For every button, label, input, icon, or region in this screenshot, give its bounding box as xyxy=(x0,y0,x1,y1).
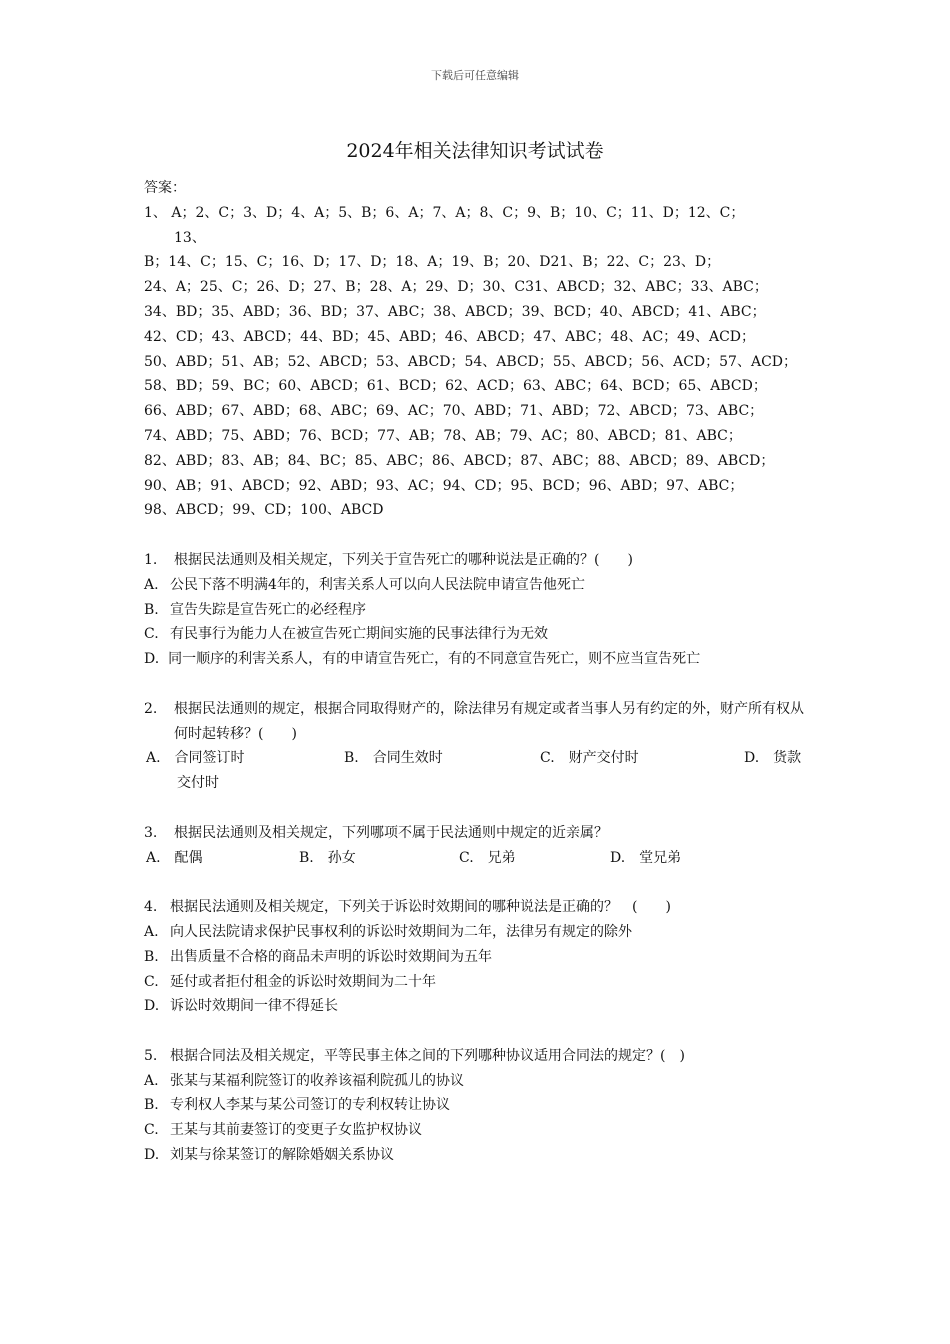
question-4 xyxy=(144,895,812,1019)
option-c: C. 财产交付时 xyxy=(540,750,639,767)
page-title: 2024年相关法律知识考试试卷 xyxy=(346,140,604,162)
option-b: B. 合同生效时 xyxy=(344,750,443,767)
option-label: A. xyxy=(144,576,159,593)
answer-line: 42、CD；43、ABCD；44、BD；45、ABD；46、ABCD；47、ABC；48、AC；49、ACD； xyxy=(144,328,756,345)
answer-line: 82、ABD；83、AB；84、BC；85、ABC；86、ABCD；87、ABC；88、ABCD；89、ABCD； xyxy=(144,452,775,469)
document-body xyxy=(144,176,812,1168)
option-text: 出售质量不合格的商品未声明的诉讼时效期间为五年 xyxy=(170,948,492,965)
option-label: B. xyxy=(144,601,159,618)
option-label: C. xyxy=(144,973,159,990)
option-text: 专利权人李某与某公司签订的专利权转让协议 xyxy=(170,1097,450,1114)
option-text: 延付或者拒付租金的诉讼时效期间为二十年 xyxy=(170,973,436,990)
question-stem xyxy=(144,548,812,573)
option-c xyxy=(144,622,812,647)
option-label: D. xyxy=(144,998,160,1015)
answer-line: 50、ABD；51、AB；52、ABCD；53、ABCD；54、ABCD；55、ABCD；56、ACD；57、ACD； xyxy=(144,353,798,370)
answer-line: 90、AB；91、ABCD；92、ABD；93、AC；94、CD；95、BCD；96、ABD；97、ABC； xyxy=(144,477,744,494)
option-text: 张某与某福利院签订的收养该福利院孤儿的协议 xyxy=(170,1072,464,1089)
question-text: 根据民法通则及相关规定，下列关于宣告死亡的哪种说法是正确的？( ) xyxy=(174,551,633,568)
option-c xyxy=(144,970,812,995)
option-row xyxy=(144,746,812,771)
question-stem xyxy=(144,895,812,920)
option-b: B. 孙女 xyxy=(299,849,356,866)
answer-line: 58、BD；59、BC；60、ABCD；61、BCD；62、ACD；63、ABC；64、BCD；65、ABCD； xyxy=(144,378,767,395)
question-2 xyxy=(144,697,812,796)
option-text: 刘某与徐某签订的解除婚姻关系协议 xyxy=(170,1147,394,1164)
option-text: 诉讼时效期间一律不得延长 xyxy=(170,998,338,1015)
option-text: 同一顺序的利害关系人，有的申请宣告死亡，有的不同意宣告死亡，则不应当宣告死亡 xyxy=(168,651,701,668)
answer-line: 34、BD；35、ABD；36、BD；37、ABC；38、ABCD；39、BCD；40、ABCD；41、ABC； xyxy=(144,303,766,320)
question-text: 根据民法通则及相关规定，下列哪项不属于民法通则中规定的近亲属？ xyxy=(174,824,608,841)
header-note: 下载后可任意编辑 xyxy=(431,69,519,82)
question-3 xyxy=(144,821,812,871)
question-5 xyxy=(144,1044,812,1168)
answer-line: 24、A；25、C；26、D；27、B；28、A；29、D；30、C31、ABCD；32、ABC；33、ABC； xyxy=(144,279,768,296)
answer-label: 答案： xyxy=(144,180,186,196)
question-number: 2. xyxy=(144,700,158,717)
option-a xyxy=(144,573,812,598)
answer-line: B；14、C；15、C；16、D；17、D；18、A；19、B；20、D21、B；22、C；23、D； xyxy=(144,254,721,271)
option-text: 宣告失踪是宣告死亡的必经程序 xyxy=(170,601,366,618)
question-stem xyxy=(144,1044,812,1069)
option-b xyxy=(144,1093,812,1118)
question-text: 根据民法通则及相关规定，下列关于诉讼时效期间的哪种说法是正确的？ ( ) xyxy=(170,899,671,916)
option-label: D. xyxy=(144,651,160,668)
option-d xyxy=(144,647,812,672)
option-a: A. 配偶 xyxy=(146,849,203,866)
option-d xyxy=(144,994,812,1019)
option-c: C. 兄弟 xyxy=(459,849,516,866)
option-label: C. xyxy=(144,626,159,643)
option-label: C. xyxy=(144,1122,159,1139)
option-label: D. xyxy=(144,1147,160,1164)
option-b xyxy=(144,945,812,970)
option-a xyxy=(144,920,812,945)
option-text: 王某与其前妻签订的变更子女监护权协议 xyxy=(170,1122,422,1139)
option-text: 向人民法院请求保护民事权利的诉讼时效期间为二年，法律另有规定的除外 xyxy=(170,923,632,940)
option-d: D. 堂兄弟 xyxy=(610,849,682,866)
answer-line: 66、ABD；67、ABD；68、ABC；69、AC；70、ABD；71、ABD；72、ABCD；73、ABC； xyxy=(144,403,764,420)
question-text: 根据民法通则的规定，根据合同取得财产的，除法律另有规定或者当事人另有约定的外，财产所有权从何时起转移？( ) xyxy=(174,700,804,742)
option-label: B. xyxy=(144,1097,159,1114)
question-1 xyxy=(144,548,812,672)
question-number: 4. xyxy=(144,899,158,916)
option-row xyxy=(144,846,812,871)
option-d xyxy=(144,1143,812,1168)
option-text: 有民事行为能力人在被宣告死亡期间实施的民事法律行为无效 xyxy=(170,626,548,643)
answer-line: 74、ABD；75、ABD；76、BCD；77、AB；78、AB；79、AC；80、ABCD；81、ABC； xyxy=(144,427,742,444)
option-b xyxy=(144,598,812,623)
question-stem xyxy=(144,821,812,846)
question-stem xyxy=(144,697,812,747)
answer-key xyxy=(144,176,812,523)
option-text: 公民下落不明满4年的，利害关系人可以向人民法院申请宣告他死亡 xyxy=(170,576,585,593)
option-d: D. 货款 xyxy=(744,750,802,767)
question-number: 1. xyxy=(144,551,158,568)
question-number: 3. xyxy=(144,824,158,841)
option-label: A. xyxy=(144,923,159,940)
question-number: 5. xyxy=(144,1047,158,1064)
option-d-continued: 交付时 xyxy=(177,775,219,792)
option-a: A. 合同签订时 xyxy=(146,750,245,767)
answer-line: 98、ABCD；99、CD；100、ABCD xyxy=(144,502,384,519)
answer-line: 13、 xyxy=(174,229,206,246)
option-a xyxy=(144,1069,812,1094)
option-label: B. xyxy=(144,948,159,965)
option-label: A. xyxy=(144,1072,159,1089)
option-c xyxy=(144,1118,812,1143)
answer-line: 1、 A；2、C；3、D；4、A；5、B；6、A；7、A；8、C；9、B；10、C；11、D；12、C； xyxy=(144,204,745,221)
question-text: 根据合同法及相关规定，平等民事主体之间的下列哪种协议适用合同法的规定？( ) xyxy=(170,1047,685,1064)
